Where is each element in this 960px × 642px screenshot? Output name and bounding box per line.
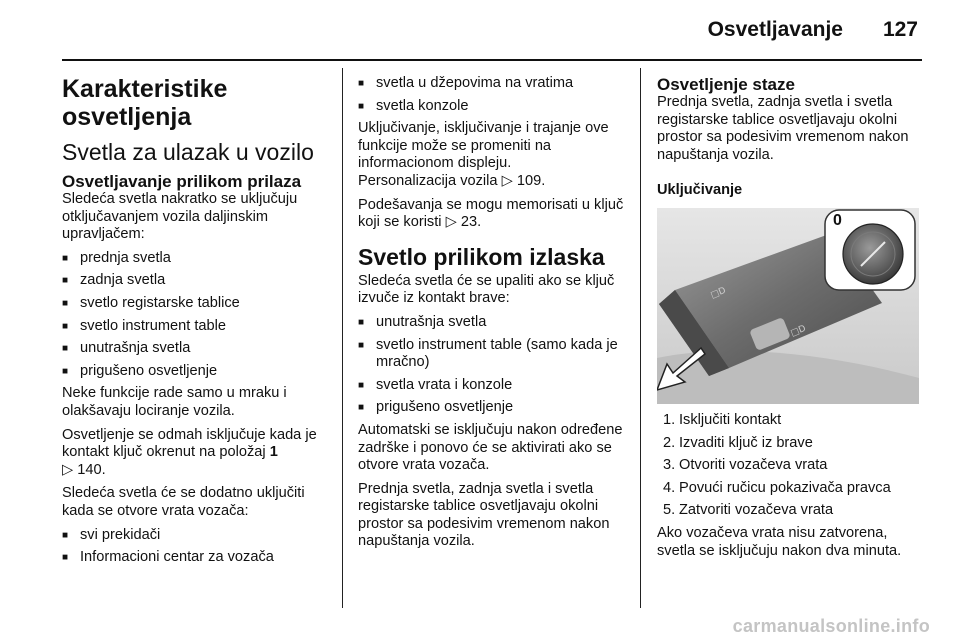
page-title: Osvetljavanje	[707, 18, 843, 41]
section-title: Osvetljavanje prilikom prilaza	[62, 172, 302, 191]
list-item: ■ svi prekidači	[62, 527, 332, 545]
page-reference-link[interactable]: 23.	[460, 214, 482, 231]
list-item: ■ svetlo instrument table	[62, 318, 332, 336]
paragraph-personalization	[358, 120, 630, 190]
key-position: 1	[269, 444, 278, 461]
svg-text:□D: □D	[709, 285, 728, 301]
bullet-list-1	[62, 250, 332, 381]
paragraph: Neke funkcije rade samo u mraku i olakšavaju lociranje vozila.	[62, 385, 287, 419]
list-item: ■ svetla konzole	[358, 98, 630, 116]
subheading: Svetla za ulazak u vozilo	[62, 139, 314, 165]
paragraph-key-position	[62, 427, 332, 480]
bullet-list-continued	[358, 75, 630, 115]
list-item: ■ prigušeno osvetljenje	[62, 363, 332, 381]
inset-position-label: 0	[833, 211, 842, 229]
reference-arrow-icon: ▷	[445, 214, 457, 231]
list-item: 5. Zatvoriti vozačeva vrata	[663, 502, 834, 519]
column-3	[657, 75, 923, 566]
column-1	[62, 75, 332, 572]
watermark: carmanualsonline.info	[732, 616, 930, 636]
list-item: ■ unutrašnja svetla	[62, 340, 332, 358]
section-heading: Svetlo prilikom izlaska	[358, 243, 605, 270]
list-item: 4. Povući ručicu pokazivača pravca	[663, 479, 891, 496]
paragraph: Ako vozačeva vrata nisu zatvorena, svetla se isključuju nakon dva minuta.	[657, 524, 902, 559]
paragraph: Prednja svetla, zadnja svetla i svetla registarske tablice osvetljavaju okolni prostor sa podesivim vremenom nakon napuštanja vozila.	[657, 94, 909, 163]
page-header	[0, 0, 960, 62]
column-2	[358, 75, 630, 557]
page-reference-link[interactable]: 109.	[516, 172, 546, 189]
main-heading: Karakteristike osvetljenja	[62, 75, 228, 131]
list-item: 2. Izvaditi ključ iz brave	[663, 434, 813, 451]
list-item: ■ prednja svetla	[62, 250, 332, 268]
svg-text:□D: □D	[789, 323, 808, 339]
page-reference-link[interactable]: 140.	[77, 461, 106, 478]
page-number: 127	[882, 18, 918, 41]
list-item: ■ svetla vrata i konzole	[358, 377, 630, 395]
column-divider-1	[342, 68, 343, 608]
list-item: ■ zadnja svetla	[62, 272, 332, 290]
list-item: ■ Informacioni centar za vozača	[62, 549, 332, 567]
list-item: 3. Otvoriti vozačeva vrata	[663, 457, 828, 474]
reference-text: Personalizacija vozila	[358, 172, 502, 189]
paragraph: Sledeća svetla će se dodatno uključiti kada se otvore vrata vozača:	[62, 485, 305, 519]
paragraph-text: Uključivanje, isključivanje i trajanje ove funkcije može se promeniti na informacionom displeju.	[358, 120, 609, 172]
paragraph-text: Osvetljenje se odmah isključuje kada je kontakt ključ okrenut na položaj	[62, 426, 317, 461]
section-title: Osvetljenje staze	[657, 75, 795, 94]
stalk-drawing	[657, 208, 919, 404]
paragraph: Prednja svetla, zadnja svetla i svetla registarske tablice osvetljavaju okolni prostor sa podesivim vremenom nakon napuštanja vozila.	[358, 480, 610, 550]
list-item: ■ svetlo instrument table (samo kada je mračno)	[358, 337, 630, 372]
subsection-title: Uključivanje	[657, 182, 743, 199]
steps-list	[657, 412, 923, 520]
intro-paragraph: Sledeća svetla nakratko se uključuju otključavanjem vozila daljinskim upravljačem:	[62, 191, 298, 243]
column-divider-2	[640, 68, 641, 608]
paragraph-memory	[358, 197, 630, 232]
bullet-list-2	[62, 527, 332, 567]
list-item: ■ svetla u džepovima na vratima	[358, 75, 630, 93]
header-rule	[62, 59, 922, 61]
indicator-stalk-illustration	[657, 208, 919, 404]
list-item: ■ unutrašnja svetla	[358, 314, 630, 332]
intro-paragraph: Sledeća svetla će se upaliti ako se ključ izvuče iz kontakt brave:	[358, 272, 615, 307]
list-item: ■ prigušeno osvetljenje	[358, 399, 630, 417]
paragraph-text: Podešavanja se mogu memorisati u ključ koji se koristi	[358, 196, 624, 231]
list-item: ■ svetlo registarske tablice	[62, 295, 332, 313]
list-item: 1. Isključiti kontakt	[663, 411, 782, 428]
reference-arrow-icon: ▷	[501, 172, 513, 189]
bullet-list	[358, 314, 630, 417]
paragraph: Automatski se isključuju nakon određene zadrške i ponovo će se aktivirati ako se otvore vrata vozača.	[358, 421, 623, 474]
reference-arrow-icon: ▷	[62, 461, 74, 478]
